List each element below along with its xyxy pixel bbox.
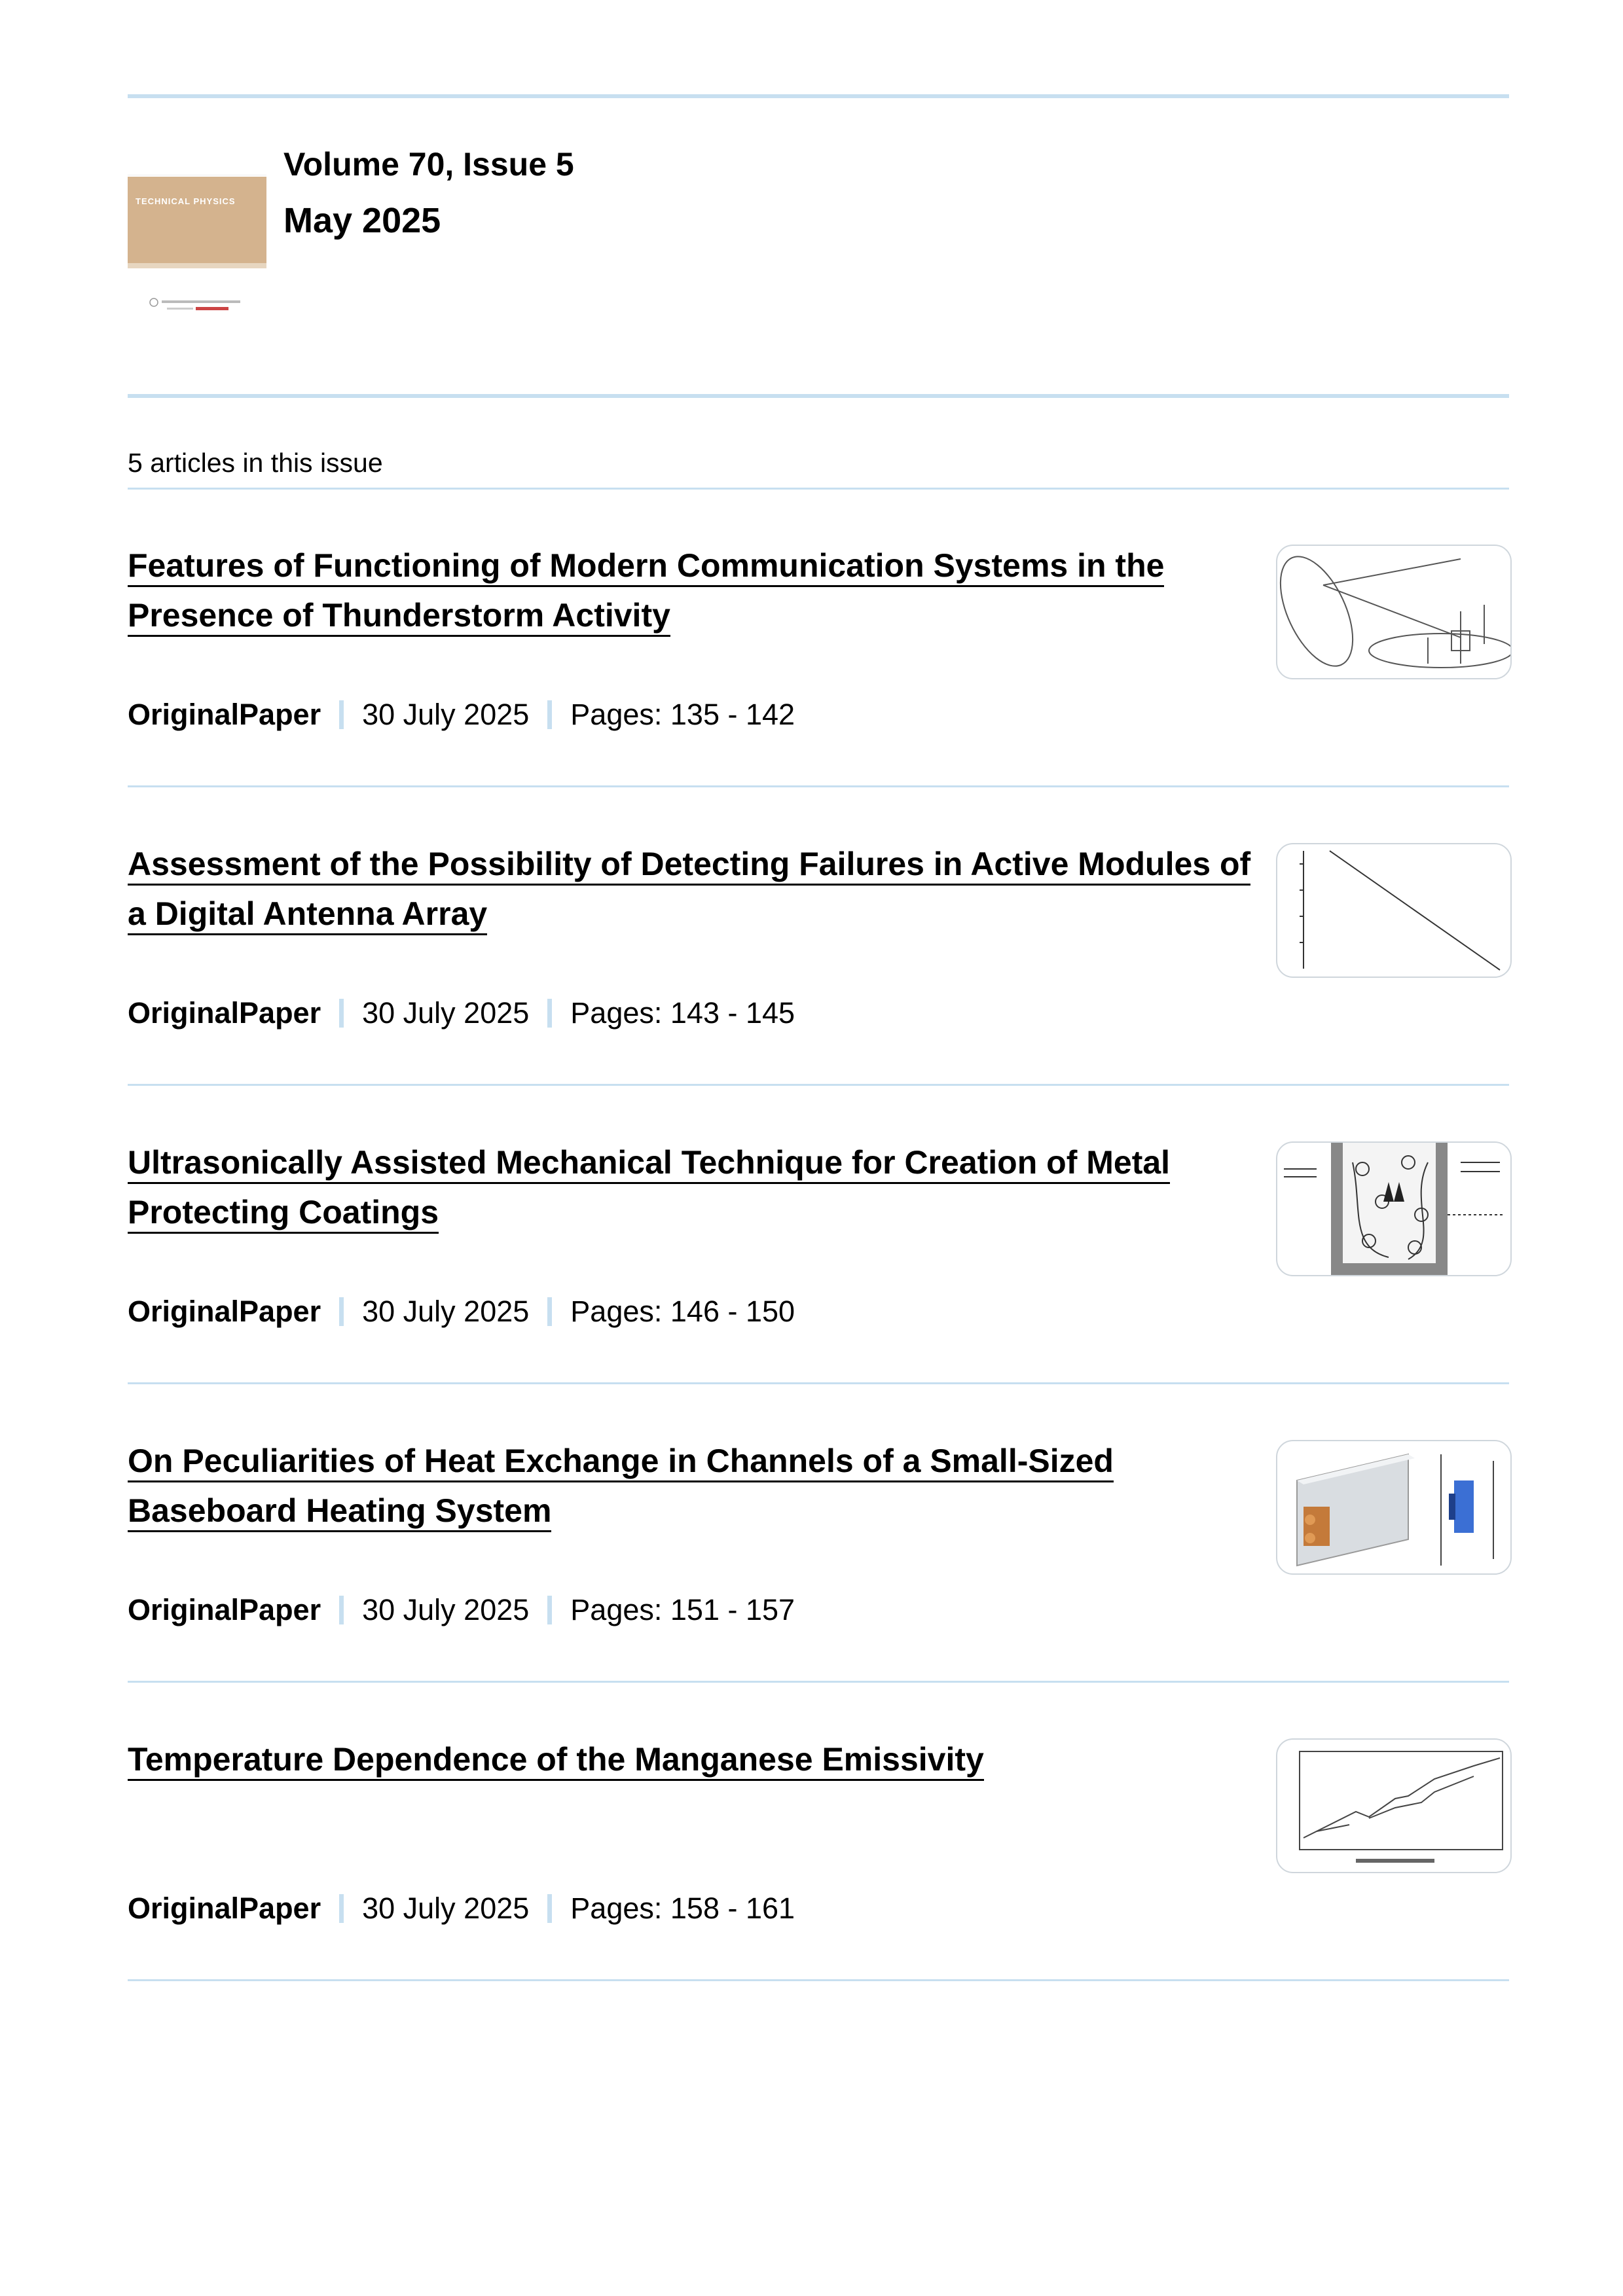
article-title-link[interactable]: On Peculiarities of Heat Exchange in Channels of a Small-Sized Baseboard Heating System [128, 1436, 1273, 1535]
article-thumbnail[interactable] [1276, 545, 1512, 679]
article-item [128, 1436, 1509, 1734]
article-pages: Pages: 146 - 150 [570, 1295, 795, 1328]
header-divider [128, 394, 1509, 398]
article-type: OriginalPaper [128, 1593, 321, 1626]
article-date: 30 July 2025 [362, 1892, 530, 1925]
article-meta [128, 698, 795, 732]
cover-title: TECHNICAL PHYSICS [136, 196, 236, 206]
article-type: OriginalPaper [128, 996, 321, 1030]
article-item [128, 1734, 1509, 2033]
article-meta [128, 1892, 795, 1926]
article-date: 30 July 2025 [362, 996, 530, 1030]
article-pages: Pages: 135 - 142 [570, 698, 795, 731]
top-divider [128, 94, 1509, 98]
emissivity-plot-icon [1277, 1740, 1510, 1872]
article-date: 30 July 2025 [362, 1295, 530, 1328]
article-divider [128, 1681, 1509, 1683]
article-item [128, 1138, 1509, 1436]
count-divider [128, 488, 1509, 490]
article-title-link[interactable]: Assessment of the Possibility of Detecting Failures in Active Modules of a Digital Antenna Array [128, 839, 1273, 939]
article-title-link[interactable]: Temperature Dependence of the Manganese Emissivity [128, 1734, 1273, 1784]
antenna-diagram-icon [1277, 546, 1510, 678]
article-divider [128, 1382, 1509, 1384]
publisher-logo-icon [147, 297, 252, 313]
issue-volume: Volume 70, Issue 5 [283, 146, 574, 183]
line-plot-icon [1277, 844, 1510, 977]
article-divider [128, 1084, 1509, 1086]
article-title-link[interactable]: Features of Functioning of Modern Communication Systems in the Presence of Thunderstorm Activity [128, 541, 1273, 640]
article-item [128, 541, 1509, 839]
article-pages: Pages: 158 - 161 [570, 1892, 795, 1925]
article-item [128, 839, 1509, 1138]
chamber-diagram-icon [1277, 1143, 1510, 1275]
article-divider [128, 785, 1509, 787]
journal-cover[interactable] [128, 152, 266, 329]
article-meta [128, 996, 795, 1030]
article-divider [128, 1979, 1509, 1981]
heater-render-icon [1277, 1441, 1510, 1573]
article-type: OriginalPaper [128, 1892, 321, 1925]
article-date: 30 July 2025 [362, 698, 530, 731]
issue-date: May 2025 [283, 201, 441, 240]
article-date: 30 July 2025 [362, 1593, 530, 1626]
article-meta [128, 1593, 795, 1627]
article-pages: Pages: 143 - 145 [570, 996, 795, 1030]
article-thumbnail[interactable] [1276, 1440, 1512, 1575]
article-type: OriginalPaper [128, 1295, 321, 1328]
article-meta [128, 1295, 795, 1329]
article-pages: Pages: 151 - 157 [570, 1593, 795, 1626]
article-thumbnail[interactable] [1276, 843, 1512, 978]
article-count: 5 articles in this issue [128, 448, 383, 478]
article-title-link[interactable]: Ultrasonically Assisted Mechanical Technique for Creation of Metal Protecting Coatings [128, 1138, 1273, 1237]
article-type: OriginalPaper [128, 698, 321, 731]
article-thumbnail[interactable] [1276, 1738, 1512, 1873]
article-thumbnail[interactable] [1276, 1141, 1512, 1276]
cover-art [128, 177, 266, 263]
